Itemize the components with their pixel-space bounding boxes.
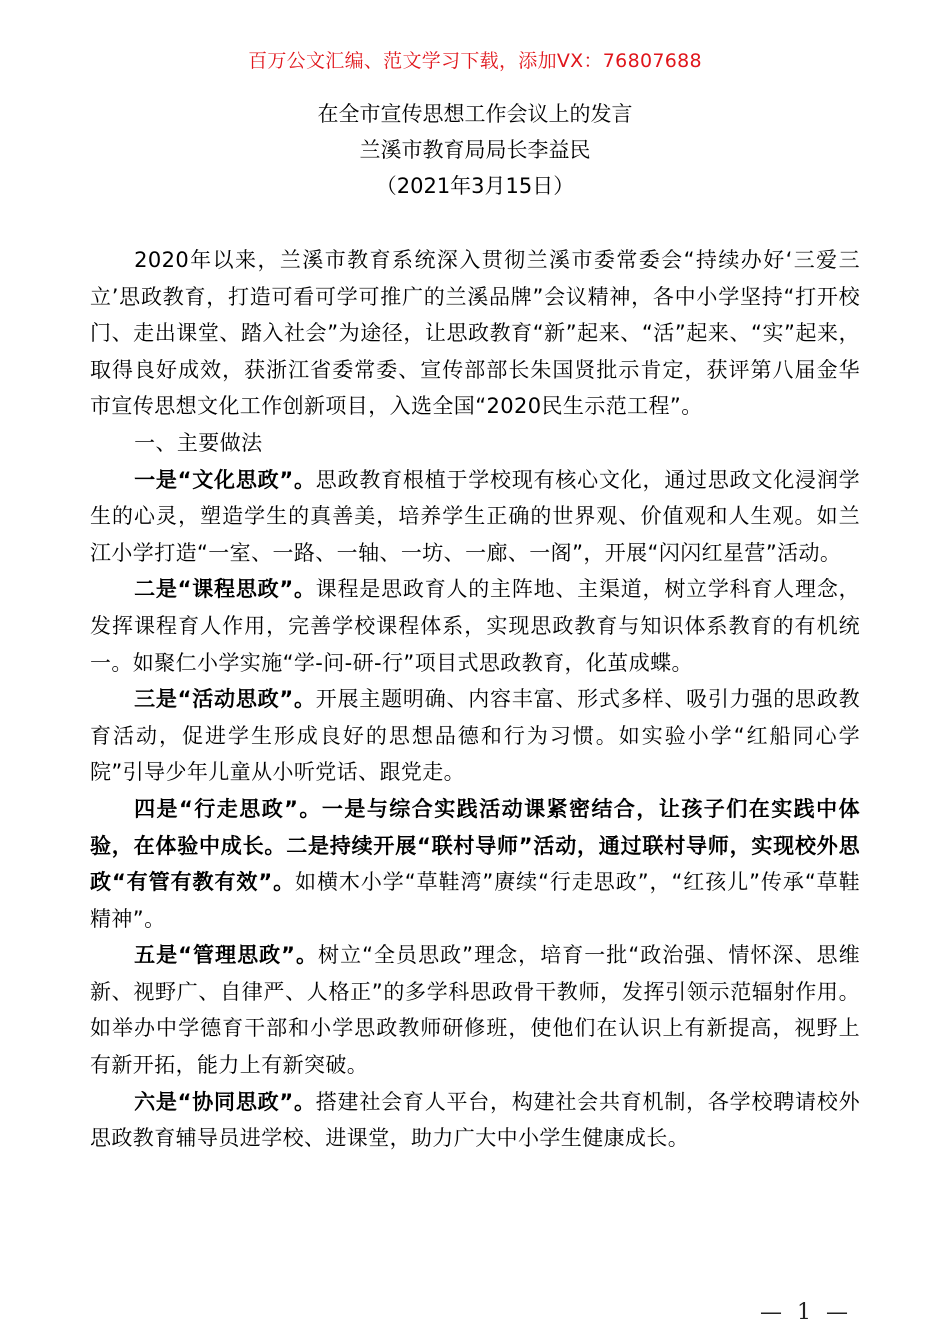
document-date: （2021年3月15日）: [375, 174, 575, 198]
intro-paragraph: 2020年以来，兰溪市教育系统深入贯彻兰溪市委常委会“持续办好‘三爱三立’思政教育，打造可看可学可推广的兰溪品牌”会议精神，各中小学坚持“打开校门、走出课堂、踏入社会”为途径，让思政教育“新”起来、“活”起来、“实”起来，取得良好成效，获浙江省委常委、宣传部部长朱国贤批示肯定，获评第八届金华市宣传思想文化工作创新项目，入选全国“2020民生示范工程”。: [90, 248, 860, 419]
item-text: 开展主题明确、内容丰富、形式多样、吸引力强的思政教育活动，促进学生形成良好的思想品德和行为习惯。如实验小学“红船同心学院”引导少年儿童从小听党话、跟党走。: [90, 687, 861, 785]
document-title: 在全市宣传思想工作会议上的发言: [317, 102, 633, 126]
item-lead: 六是“协同思政”。: [134, 1089, 316, 1114]
item-paragraph-1: [90, 462, 860, 572]
document-body: [90, 242, 860, 1157]
section-heading: 一、主要做法: [134, 430, 263, 455]
item-text: 树立“全员思政”理念，培育一批“政治强、情怀深、思维新、视野广、自律严、人格正”的多学科思政骨干教师，发挥引领示范辐射作用。如举办中学德育干部和小学思政教师研修班，使他们在认识上有新提高，视野上有新开拓，能力上有新突破。: [90, 943, 860, 1078]
item-text: 课程是思政育人的主阵地、主渠道，树立学科育人理念，发挥课程育人作用，完善学校课程体系，实现思政教育与知识体系教育的有机统一。如聚仁小学实施“学-问-研-行”项目式思政教育，化茧成蝶。: [90, 577, 861, 675]
item-paragraph-6: [90, 1084, 860, 1157]
document-title-block: [0, 96, 950, 204]
item-paragraph-2: [90, 571, 860, 681]
page-number: — 1 —: [760, 1300, 852, 1325]
item-lead: 一是“文化思政”。: [134, 467, 316, 492]
document-author: 兰溪市教育局局长李益民: [359, 138, 591, 162]
download-banner: 百万公文汇编、范文学习下载，添加VX：76807688: [248, 50, 702, 72]
item-lead: 二是“课程思政”。: [134, 577, 316, 602]
item-lead: 四是“行走思政”。一是与综合实践活动课紧密结合，让孩子们在实践中体验，在体验中成长。二是持续开展“联村导师”活动，通过联村导师，实现校外思政“有管有教有效”。: [90, 796, 860, 895]
item-text: 思政教育根植于学校现有核心文化，通过思政文化浸润学生的心灵，塑造学生的真善美，培养学生正确的世界观、价值观和人生观。如兰江小学打造“一室、一路、一轴、一坊、一廊、一阁”，开展“闪闪红星营”活动。: [90, 467, 861, 565]
item-paragraph-5: [90, 937, 860, 1083]
item-lead: 五是“管理思政”。: [134, 943, 319, 968]
item-lead: 三是“活动思政”。: [134, 687, 316, 712]
item-text: 搭建社会育人平台，构建社会共育机制，各学校聘请校外思政教育辅导员进学校、进课堂，助力广大中小学生健康成长。: [90, 1089, 861, 1151]
item-paragraph-4: [90, 791, 860, 937]
item-paragraph-3: [90, 681, 860, 791]
item-text: 如横木小学“草鞋湾”赓续“行走思政”，“红孩儿”传承“草鞋精神”。: [90, 870, 860, 931]
